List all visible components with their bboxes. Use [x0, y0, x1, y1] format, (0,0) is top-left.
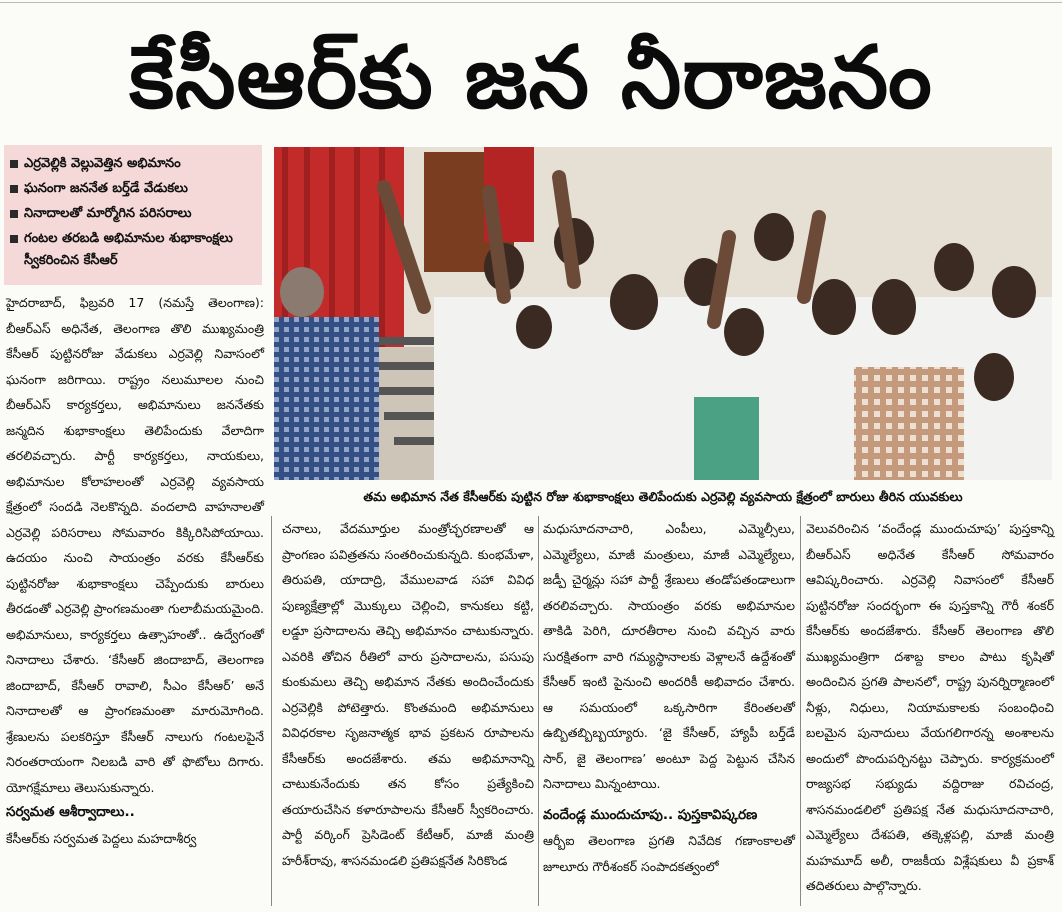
- highlight-text: నినాదాలతో మార్మోగిన పరిసరాలు: [24, 206, 192, 221]
- article-column-4: [806, 516, 1054, 899]
- crowd-photo-illustration: [274, 147, 1052, 480]
- column-text: వెలువరించిన ‘వందేండ్ల ముందుచూపు’ పుస్తకాన్ని బీఆర్‌ఎస్‌ అధినేత కేసీఆర్‌ సోమవారం ఆవిష్కరించారు. ఎర్రవెల్లి నివాసంలో కేసీఆర్‌ పుట్టినరోజు సందర్భంగా ఈ పుస్తకాన్ని గౌరీ శంకర్‌ కేసీఆర్‌కు అందజేశారు. కేసీఆర్‌ తెలంగాణ తొలి ముఖ్యమంత్రిగా దశాబ్ద కాలం పాటు కృషితో అందించిన ప్రగతి పాలనలో, రాష్ట్ర పునర్నిర్మాణంలో నీళ్లు, నిధులు, నియామకాలకు సంబంధించి బలమైన పునాదులు వేయగలిగారన్న అంశాలను అందులో పొందుపర్చినట్టు చెప్పారు. కార్యక్రమంలో రాజ్యసభ సభ్యుడు వద్దిరాజు రవిచంద్ర, శాసనమండలిలో ప్రతిపక్ష నేత మధుసూదనాచారి, ఎమ్మెల్యేలు దేశపతి, తక్కెళ్లపల్లి, మాజీ మంత్రి మహమూద్‌ అలీ, రాజకీయ విశ్లేషకులు వీ ప్రకాశ్‌ తదితరులు పాల్గొన్నారు.: [806, 521, 1054, 893]
- highlights-box: [4, 145, 262, 285]
- article-column-2: [282, 516, 534, 873]
- column-divider: [800, 516, 801, 906]
- highlight-text: గంటల తరబడి అభిమానుల శుభాకాంక్షలు స్వీకరించిన కేసీఆర్‌: [24, 231, 233, 268]
- section-subhead: సర్వమత ఆశీర్వాదాలు..: [6, 804, 135, 820]
- column-text: చనాలు, వేదమూర్తుల మంత్రోచ్ఛరణాలతో ఆ ప్రాంగణం పవిత్రతను సంతరించుకున్నది. కుంభమేళా, తిరుపతి, యాదాద్రి, వేములవాడ సహా వివిధ పుణ్యక్షేత్రాల్లో మొక్కులు చెల్లించి, కానుకలు కట్టి, లడ్డూ ప్రసాదాలను తెచ్చి అభిమానం చాటుకున్నారు. ఎవరికి తోచిన రీతిలో వారు ప్రసాదాలను, పసుపు కుంకుమలు తెచ్చి అభిమాన నేతకు అందించేందుకు ఎర్రవెల్లికి పోటెత్తారు. కొంతమంది అభిమానులు వివిధరకాల సృజనాత్మక భావ ప్రకటన రూపాలను కేసీఆర్‌కు అందజేశారు. తమ అభిమానాన్ని చాటుకునేందుకు తన కోసం ప్రత్యేకించి తయారుచేసిన కళారూపాలను కేసీఆర్‌ స్వీకరించారు. పార్టీ వర్కింగ్‌ ప్రెసిడెంట్‌ కేటీఆర్‌, మాజీ మంత్రి హరీశ్‌రావు, శాసనమండలి ప్రతిపక్షనేత సిరికొండ: [282, 521, 534, 868]
- highlight-item: [8, 153, 258, 175]
- headline: కేసీఆర్‌కు జన నీరాజనం: [129, 28, 933, 128]
- crowd-photo: [274, 147, 1052, 480]
- section-subhead: వందేండ్ల ముందుచూపు.. పుస్తకావిష్కరణ: [543, 806, 758, 823]
- column-text: కేసీఆర్‌కు సర్వమత పెద్దలు మహదాశీర్వ: [6, 830, 197, 846]
- highlight-text: ఎర్రవెల్లికి వెల్లువెత్తిన అభిమానం: [24, 156, 181, 171]
- square-bullet-icon: [10, 210, 18, 218]
- square-bullet-icon: [10, 185, 18, 193]
- square-bullet-icon: [10, 160, 18, 168]
- photo-caption: తమ అభిమాన నేత కేసీఆర్‌కు పుట్టిన రోజు శుభాకాంక్షలు తెలిపేందుకు ఎర్రవెల్లి వ్యవసాయ క్షేత్రంలో బారులు తీరిన యువకులు: [363, 489, 963, 504]
- article-column-3: [543, 516, 795, 879]
- column-text: మధుసూదనాచారి, ఎంపీలు, ఎమ్మెల్సీలు, ఎమ్మెల్యేలు, మాజీ మంత్రులు, మాజీ ఎమ్మెల్యేలు, జడ్పీ చైర్మన్లు సహా పార్టీ శ్రేణులు తండోపతండాలుగా తరలివచ్చారు. సాయంత్రం వరకు అభిమానుల తాకిడి పెరిగి, దూరతీరాల నుంచి వచ్చిన వారు సురక్షితంగా వారి గమ్యస్థానాలకు వెళ్లాలనే ఉద్దేశంతో కేసీఆర్‌ ఇంటి పైనుంచి అందరికీ అభివాదం చేశారు. ఆ సమయంలో ఒక్కసారిగా కేరింతలతో ఉబ్బితబ్బిబ్బయ్యారు. ‘జై కేసీఆర్‌, హ్యాపీ బర్త్‌డే సార్‌, జై తెలంగాణ’ అంటూ పెద్ద పెట్టున చేసిన నినాదాలు మిన్నంటాయి.: [543, 521, 795, 791]
- highlight-item: [8, 178, 258, 200]
- highlight-item: [8, 203, 258, 225]
- square-bullet-icon: [10, 235, 18, 243]
- column-text: ఆర్బీఐ తెలంగాణ ప్రగతి నివేదిక గణాంకాలతో జూలూరు గౌరీశంకర్‌ సంపాదకత్వంలో: [543, 833, 795, 874]
- column-divider: [271, 516, 272, 906]
- highlight-item: [8, 228, 258, 272]
- column-divider: [538, 516, 539, 906]
- highlight-text: ఘనంగా జననేత బర్త్‌డే వేడుకలు: [24, 181, 188, 196]
- column-text: హైదరాబాద్‌, ఫిబ్రవరి 17 (నమస్తే తెలంగాణ): బీఆర్‌ఎస్‌ అధినేత, తెలంగాణ తొలి ముఖ్యమంత్రి కేసీఆర్‌ పుట్టినరోజు వేడుకలు ఎర్రవెల్లి నివాసంలో ఘనంగా జరిగాయి. రాష్ట్రం నలుమూలల నుంచి బీఆర్‌ఎస్‌ కార్యకర్తలు, అభిమానులు జననేతకు జన్మదిన శుభాకాంక్షలు తెలిపేందుకు వేలాదిగా తరలివచ్చారు. పార్టీ కార్యకర్తలు, నాయకులు, అభిమానుల కోలాహలంతో ఎర్రవెల్లి వ్యవసాయ క్షేత్రంలో సందడి నెలకొన్నది. వందలాది వాహనాలతో ఎర్రవెల్లి పరిసరాలు సోమవారం కిక్కిరిసిపోయాయి. ఉదయం నుంచి సాయంత్రం వరకు కేసీఆర్‌కు పుట్టినరోజు శుభాకాంక్షలు చెప్పేందుకు బారులు తీరడంతో ఎర్రవెల్లి ప్రాంగణమంతా గులాబీమయమైంది. అభిమానులు, కార్యకర్తలు ఉత్సాహంతో.. ఉద్వేగంతో నినాదాలు చేశారు. ‘కేసీఆర్‌ జిందాబాద్‌, తెలంగాణ జిందాబాద్‌, కేసీఆర్‌ రావాలి, సీఎం కేసీఆర్‌’ అనే నినాదాలతో ఆ ప్రాంగణమంతా మారుమోగింది. శ్రేణులను పలకరిస్తూ కేసీఆర్‌ నాలుగు గంటలపైనే నిరంతరాయంగా నిలబడి వారి తో ఫొటోలు దిగారు. యోగక్షేమాలు తెలుసుకున్నారు.: [6, 295, 264, 795]
- top-rule: [0, 2, 1062, 3]
- article-column-1: [6, 290, 264, 851]
